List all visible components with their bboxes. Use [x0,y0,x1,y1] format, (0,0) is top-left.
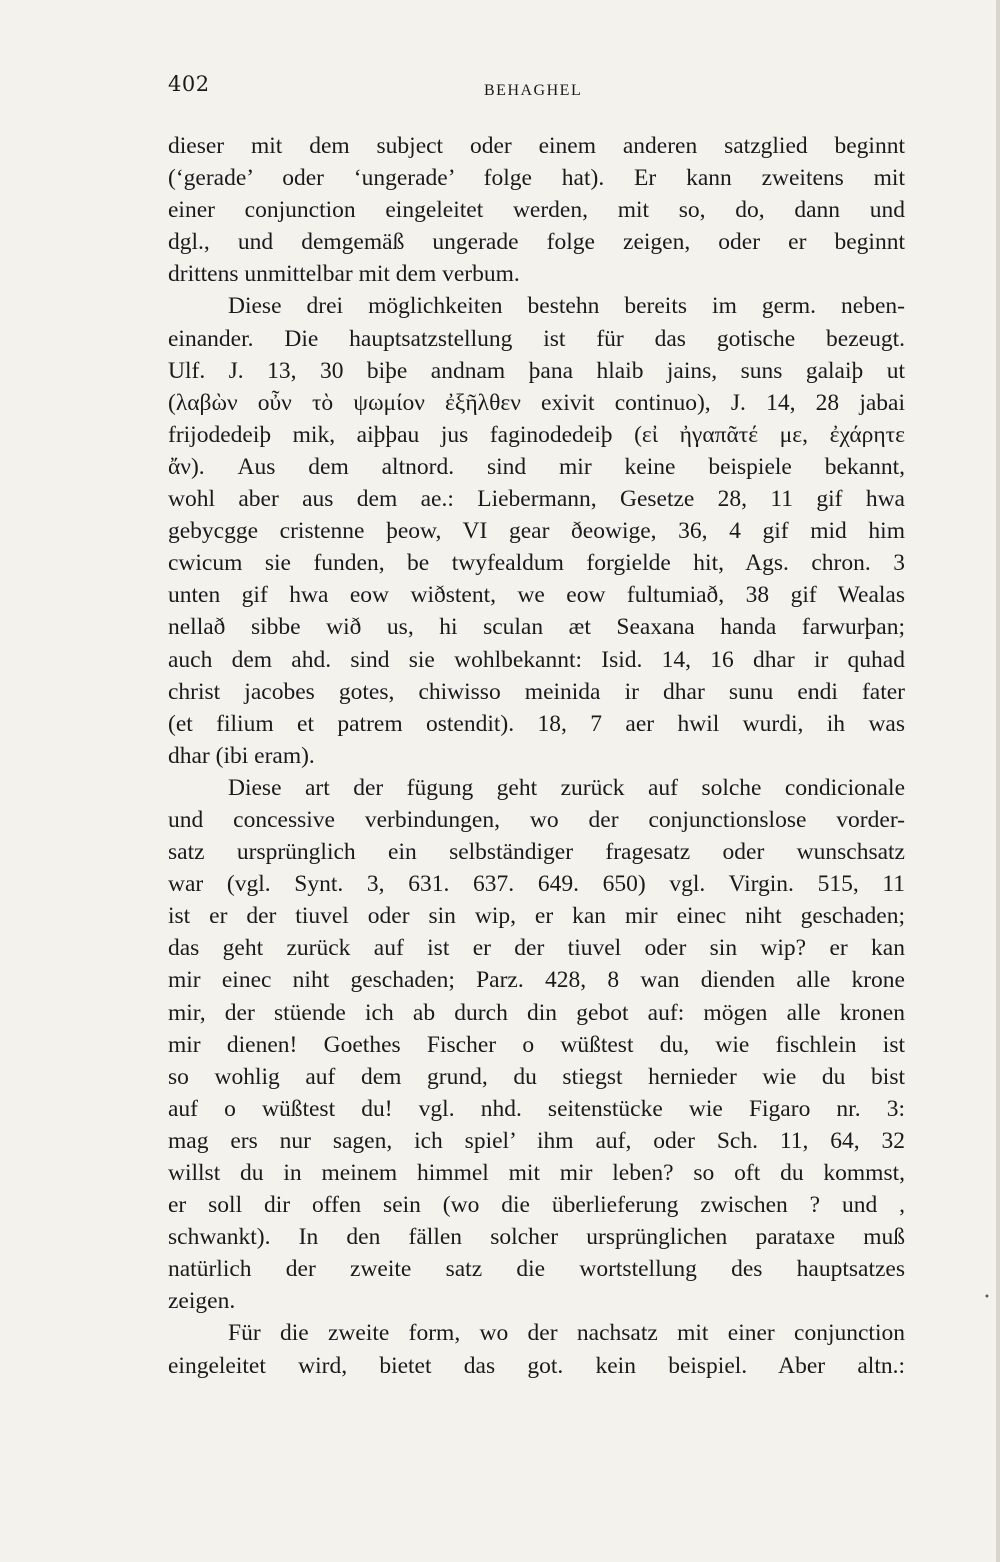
scan-edge [996,0,1000,1562]
text-line: einer conjunction eingeleitet werden, mit so, do, dann und [168,197,905,224]
running-head: BEHAGHEL [484,82,583,99]
text-line: christ jacobes gotes, chiwisso meinida ir dhar sunu endi fater [168,678,905,705]
text-line: so wohlig auf dem grund, du stiegst hernieder wie du bist [168,1063,905,1090]
text-line: (et filium et patrem ostendit). 18, 7 aer hwil wurdi, ih was [168,710,905,737]
margin-dot-icon: • [984,1292,990,1303]
text-line: und concessive verbindungen, wo der conjunctionslose vorder- [168,806,905,833]
text-line: schwankt). In den fällen solcher ursprünglichen parataxe muß [168,1224,905,1251]
text-line: mir, der stüende ich ab durch din gebot auf: mögen alle kronen [168,999,905,1026]
text-line: das geht zurück auf ist er der tiuvel oder sin wip? er kan [168,935,905,962]
text-line: einander. Die hauptsatzstellung ist für das gotische bezeugt. [168,325,905,352]
body-text [168,130,905,1382]
text-line: nellað sibbe wið us, hi sculan æt Seaxana handa farwurþan; [168,614,905,641]
text-line: cwicum sie funden, be twyfealdum forgielde hit, Ags. chron. 3 [168,550,905,577]
text-line: Diese art der fügung geht zurück auf solche condicionale [228,774,905,801]
text-line: unten gif hwa eow wiðstent, we eow fultumiað, 38 gif Wealas [168,582,905,609]
text-line: dgl., und demgemäß ungerade folge zeigen, oder er beginnt [168,229,905,256]
text-line: ist er der tiuvel oder sin wip, er kan mir einec niht geschaden; [168,903,905,930]
text-line: (λαβὼν οὖν τὸ ψωμίον ἐξῆλθεν exivit continuo), J. 14, 28 jabai [168,389,905,416]
text-line: Ulf. J. 13, 30 biþe andnam þana hlaib jains, suns galaiþ ut [168,357,905,384]
page-number: 402 [168,72,210,96]
text-line: dhar (ibi eram). [168,742,315,769]
text-line: (‘gerade’ oder ‘ungerade’ folge hat). Er kann zweitens mit [168,165,905,192]
text-line: Für die zweite form, wo der nachsatz mit einer conjunction [228,1320,905,1347]
text-line: mir einec niht geschaden; Parz. 428, 8 wan dienden alle krone [168,967,905,994]
text-line: satz ursprünglich ein selbständiger fragesatz oder wunschsatz [168,839,905,866]
text-line: mag ers nur sagen, ich spiel’ ihm auf, oder Sch. 11, 64, 32 [168,1127,905,1154]
text-line: er soll dir offen sein (wo die überlieferung zwischen ? und , [168,1192,905,1219]
text-line: zeigen. [168,1288,236,1315]
text-line: willst du in meinem himmel mit mir leben? so oft du kommst, [168,1160,905,1186]
text-line: war (vgl. Synt. 3, 631. 637. 649. 650) vgl. Virgin. 515, 11 [168,871,905,898]
text-line: natürlich der zweite satz die wortstellung des hauptsatzes [168,1256,905,1283]
text-line: gebycgge cristenne þeow, VI gear ðeowige, 36, 4 gif mid him [168,518,905,545]
text-line: ἄν). Aus dem altnord. sind mir keine beispiele bekannt, [168,453,905,480]
text-line: dieser mit dem subject oder einem anderen satzglied beginnt [168,133,905,159]
text-line: eingeleitet wird, bietet das got. kein beispiel. Aber altn.: [168,1352,905,1379]
text-line: auf o wüßtest du! vgl. nhd. seitenstücke wie Figaro nr. 3: [168,1095,905,1122]
text-line: drittens unmittelbar mit dem verbum. [168,261,520,288]
text-line: auch dem ahd. sind sie wohlbekannt: Isid. 14, 16 dhar ir quhad [168,646,905,673]
text-line: mir dienen! Goethes Fischer o wüßtest du, wie fischlein ist [168,1031,905,1058]
text-line: wohl aber aus dem ae.: Liebermann, Gesetze 28, 11 gif hwa [168,486,905,513]
text-line: frijodedeiþ mik, aiþþau jus faginodedeiþ (εἰ ἠγαπᾶτέ με, ἐχάρητε [168,421,905,448]
text-line: Diese drei möglichkeiten bestehn bereits im germ. neben- [228,293,905,320]
